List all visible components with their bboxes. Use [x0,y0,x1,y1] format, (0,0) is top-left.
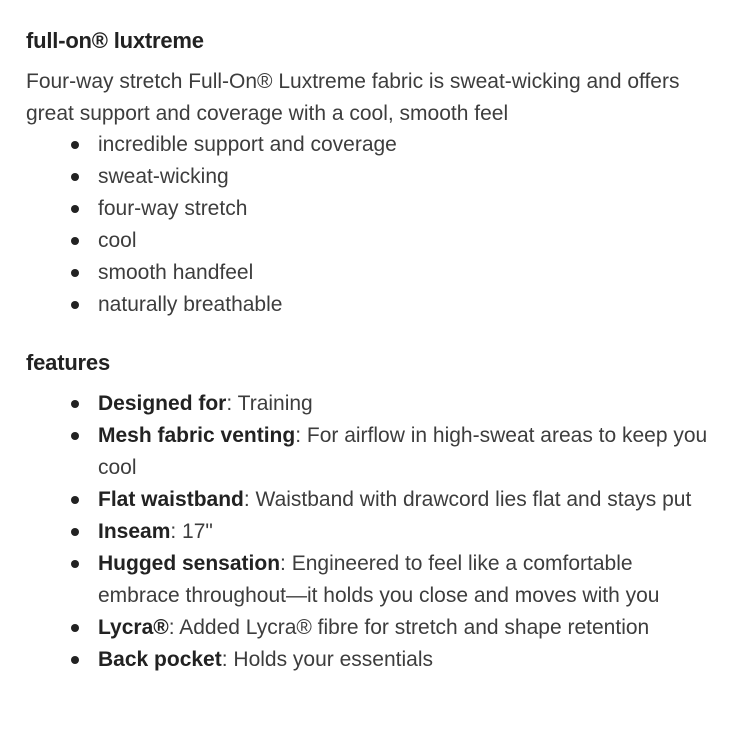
feature-text: : 17" [170,520,213,543]
feature-item [68,516,718,548]
features-heading: features [26,350,110,375]
feature-item [68,612,718,644]
feature-text: : Training [226,392,313,415]
fabric-heading: full-on® luxtreme [26,28,204,53]
fabric-description: Four-way stretch Full-On® Luxtreme fabric is sweat-wicking and offers great support and coverage with a cool, smooth feel [26,70,680,125]
list-item: naturally breathable [68,289,708,321]
list-item: four-way stretch [68,193,708,225]
feature-item [68,388,718,420]
feature-term: Back pocket [98,648,222,671]
fabric-benefits-list [68,129,708,321]
feature-text: : Holds your essentials [221,648,433,671]
feature-term: Hugged sensation [98,552,281,575]
list-item: sweat-wicking [68,161,708,193]
feature-term: Inseam [98,520,171,543]
feature-text: : For airflow in high-sweat areas to keep you cool [98,424,708,479]
list-item: smooth handfeel [68,257,708,289]
feature-term: Lycra® [98,616,169,639]
feature-item [68,548,718,612]
list-item: incredible support and coverage [68,129,708,161]
feature-text: : Added Lycra® fibre for stretch and shape retention [168,616,650,639]
feature-term: Mesh fabric venting [98,424,296,447]
list-item: cool [68,225,708,257]
feature-term: Flat waistband [98,488,244,511]
feature-item [68,484,718,516]
feature-text: : Engineered to feel like a comfortable embrace throughout—it holds you close and moves with you [98,552,660,607]
feature-text: : Waistband with drawcord lies flat and stays put [243,488,692,511]
feature-term: Designed for [98,392,227,415]
feature-item [68,644,718,676]
feature-item [68,420,718,484]
features-list [68,388,718,676]
